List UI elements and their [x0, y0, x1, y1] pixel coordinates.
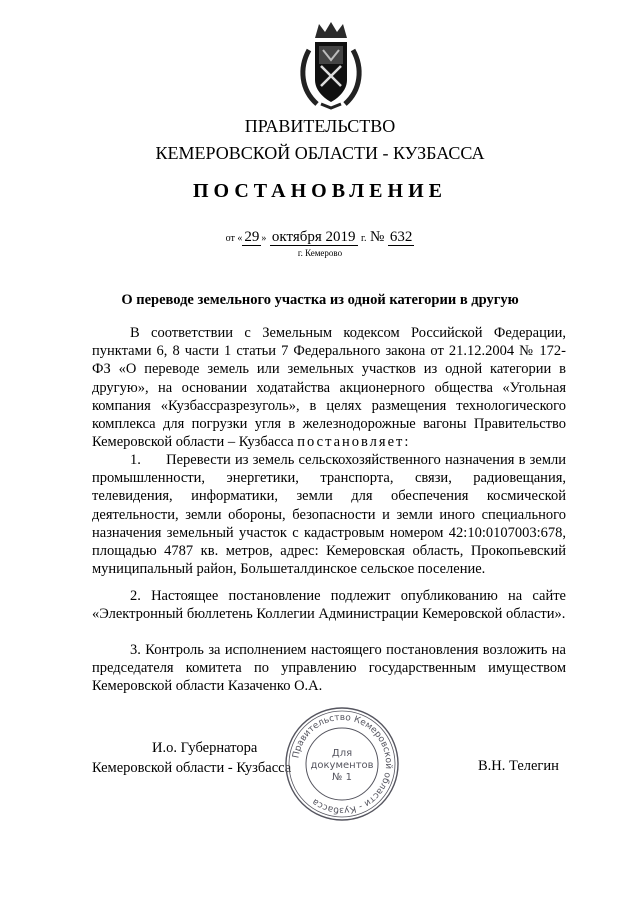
- item-1-text: Перевести из земель сельскохозяйственного назначения в земли промышленности, энергетики, транспорта, связи, радиовещания, телевидения, информатики, земли для обеспечения космической деятельности, земли обороны, безопасности и земли иного специального назначения земельный участок с кадастровым номером 42:10:0107003:678, площадью 4787 кв. метров, адрес: Кемеровская область, Прокопьевский муниципальный район, Большеталдинское сельское поселение.: [92, 452, 566, 578]
- org-title-line2: КЕМЕРОВСКОЙ ОБЛАСТИ - КУЗБАССА: [155, 143, 485, 163]
- date-line: [0, 229, 640, 246]
- stamp-center-line1: Для: [331, 748, 353, 759]
- date-month-year: октября 2019: [271, 229, 356, 245]
- date-year-suffix: г.: [361, 233, 367, 244]
- position-line1: И.о. Губернатора: [152, 740, 258, 756]
- signatory-position: [92, 738, 302, 778]
- stamp-center-line3: № 1: [332, 772, 352, 783]
- date-middle: »: [261, 233, 267, 244]
- doc-number: 632: [389, 229, 413, 245]
- item-1-paragraph: [92, 451, 566, 578]
- signatory-name: В.Н. Телегин: [478, 758, 559, 774]
- intro-text: В соответствии с Земельным кодексом Российской Федерации, пунктами 6, 8 части 1 статьи 7 Федерального закона от 21.12.2004 № 172-ФЗ «О переводе земель или земельных участков из одной категории в другую», на основании ходатайства акционерного общества «Угольная компания «Кузбассразрезуголь», в целях размещения технологического комплекса для погрузки угля в железнодорожные вагоны Правительство Кемеровской области – Кузбасса: [92, 325, 566, 451]
- kuzbass-coat-of-arms-icon: [295, 20, 367, 112]
- item-2-text: 2. Настоящее постановление подлежит опубликованию на сайте «Электронный бюллетень Коллегии Администрации Кемеровской области».: [92, 588, 566, 623]
- document-type: ПОСТАНОВЛЕНИЕ: [193, 180, 447, 202]
- date-prefix: от «: [225, 233, 243, 244]
- position-line2: Кемеровской области - Кузбасса: [92, 760, 292, 776]
- date-day: 29: [244, 229, 260, 245]
- item-2-paragraph: [92, 587, 566, 623]
- stamp-center-line2: документов: [310, 760, 374, 771]
- city: г. Кемерово: [297, 248, 343, 258]
- item-1-number: 1.: [130, 452, 141, 468]
- item-3-paragraph: [92, 641, 566, 696]
- stamp-ring-text: Правительство Кемеровской области - Кузбасса: [291, 712, 394, 816]
- item-3-text: 3. Контроль за исполнением настоящего постановления возложить на председателя комитета по управлению государственным имуществом Кемеровской области Казаченко О.А.: [92, 642, 566, 695]
- official-stamp: [284, 706, 400, 822]
- org-title-line1: ПРАВИТЕЛЬСТВО: [244, 116, 396, 136]
- intro-paragraph: [92, 324, 566, 451]
- resolves-text: постановляет:: [297, 434, 411, 451]
- doc-number-label: №: [370, 229, 385, 245]
- document-subject: О переводе земельного участка из одной категории в другую: [121, 292, 519, 308]
